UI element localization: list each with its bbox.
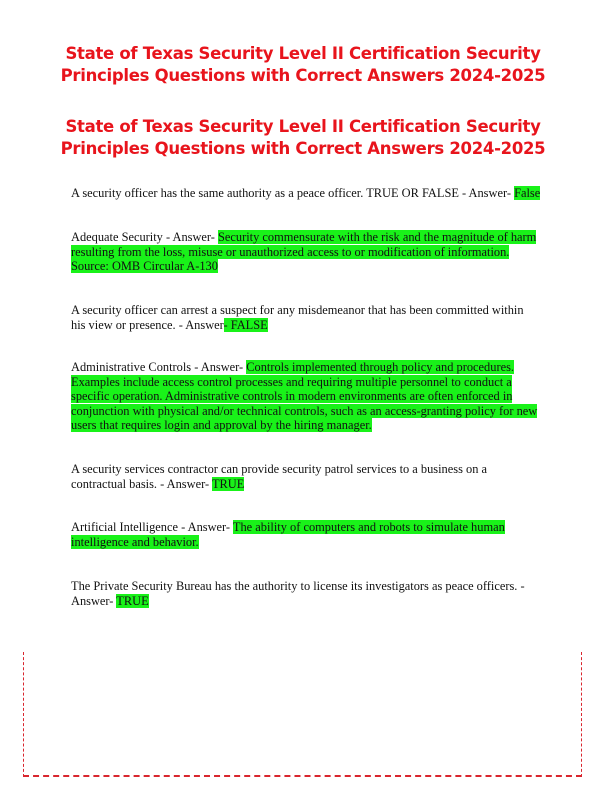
question-text: Adequate Security - Answer- xyxy=(71,230,219,244)
question-text: A security services contractor can provide security patrol services to a business on a contractual basis. - Answer- xyxy=(71,462,487,491)
answer-highlight: TRUE xyxy=(116,593,149,608)
title-repeat-line-2: Principles Questions with Correct Answers 2024-2025 xyxy=(60,139,546,158)
question-text: Artificial Intelligence - Answer- xyxy=(71,520,233,534)
title-line-1: State of Texas Security Level II Certification Security xyxy=(65,44,541,63)
dashed-border-frame xyxy=(23,652,582,777)
document-title xyxy=(0,43,606,87)
qa-item xyxy=(71,360,541,433)
question-text: The Private Security Bureau has the authority to license its investigators as peace officers. - Answer- xyxy=(71,579,525,608)
qa-item xyxy=(71,303,541,332)
document-title-repeat xyxy=(0,116,606,160)
question-text: A security officer can arrest a suspect for any misdemeanor that has been committed within his view or presence. - Answer xyxy=(71,303,524,332)
title-repeat-line-1: State of Texas Security Level II Certification Security xyxy=(65,117,541,136)
answer-highlight: False xyxy=(514,186,541,200)
qa-item xyxy=(71,186,541,201)
qa-item xyxy=(71,579,541,608)
question-text: A security officer has the same authority as a peace officer. TRUE OR FALSE - Answer- xyxy=(71,186,515,200)
qa-item xyxy=(71,462,541,491)
answer-highlight: Controls implemented through policy and procedures. Examples include access control processes and requiring multiple personnel to conduct a specific operation. Administrative controls in modern environments are often enforced in conjunction with physical and/or technical controls, such as an access-granting policy for new users that requires login and approval by the hiring manager. xyxy=(71,360,538,432)
answer-highlight: - FALSE xyxy=(223,317,268,332)
answer-highlight: The ability of computers and robots to simulate human intelligence and behavior. xyxy=(71,520,505,549)
answer-highlight: TRUE xyxy=(211,476,245,491)
qa-item xyxy=(71,230,541,274)
qa-item xyxy=(71,520,541,549)
question-text: Administrative Controls - Answer- xyxy=(71,360,247,374)
answer-highlight: Security commensurate with the risk and the magnitude of harm resulting from the loss, misuse or unauthorized access to or modification of information. Source: OMB Circular A-130 xyxy=(71,230,537,273)
title-line-2: Principles Questions with Correct Answers 2024-2025 xyxy=(60,66,546,85)
